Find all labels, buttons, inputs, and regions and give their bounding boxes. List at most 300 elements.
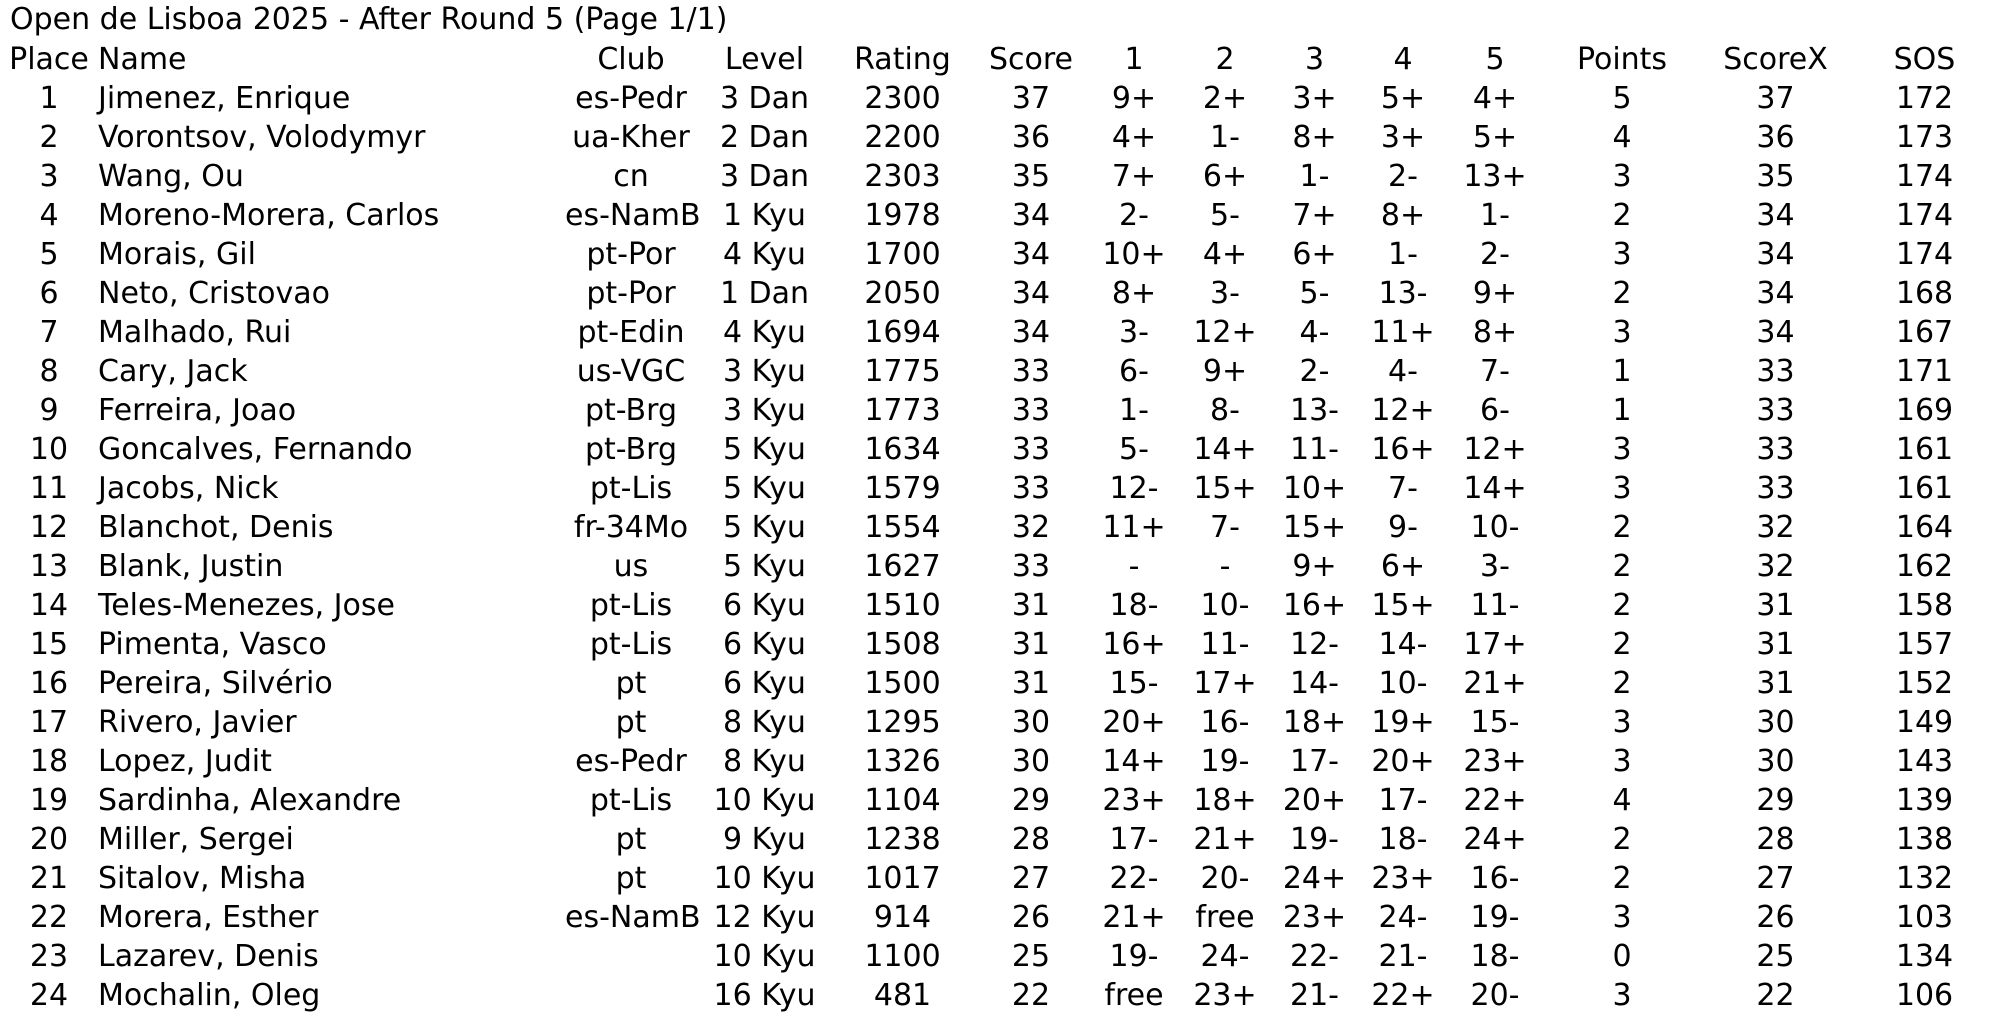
cell-round-1: 17-	[1109, 822, 1159, 857]
cell-round-1: 21+	[1102, 900, 1166, 935]
cell-rating: 1510	[864, 588, 941, 623]
cell-scorex: 37	[1756, 81, 1795, 116]
cell-name: Jimenez, Enrique	[98, 81, 351, 116]
cell-level: 4 Kyu	[723, 237, 806, 272]
cell-score: 26	[1011, 900, 1051, 935]
table-row	[0, 508, 2000, 547]
cell-points: 1	[1612, 393, 1632, 428]
cell-level: 3 Kyu	[723, 393, 806, 428]
cell-points: 3	[1612, 159, 1632, 194]
cell-rating: 1694	[864, 315, 941, 350]
cell-round-3: 10+	[1282, 471, 1347, 506]
cell-round-3: 22-	[1290, 939, 1339, 974]
cell-rating: 1554	[864, 510, 941, 545]
cell-level: 5 Kyu	[723, 471, 806, 506]
cell-points: 2	[1612, 510, 1632, 545]
cell-round-5: 14+	[1463, 471, 1527, 506]
cell-round-4: 7-	[1388, 471, 1418, 506]
cell-level: 9 Kyu	[723, 822, 806, 857]
cell-score: 29	[1011, 783, 1051, 818]
cell-points: 5	[1612, 81, 1632, 116]
cell-round-2: 19-	[1200, 744, 1250, 779]
cell-round-5: 4+	[1472, 81, 1518, 116]
cell-name: Rivero, Javier	[98, 705, 297, 740]
cell-round-4: 21-	[1378, 939, 1428, 974]
cell-round-1: 1-	[1119, 393, 1149, 428]
cell-score: 33	[1011, 549, 1051, 584]
cell-round-5: 23+	[1463, 744, 1527, 779]
cell-sos: 171	[1895, 354, 1954, 389]
cell-name: Goncalves, Fernando	[98, 432, 413, 467]
cell-level: 12 Kyu	[713, 900, 816, 935]
cell-round-3: 1-	[1299, 159, 1330, 194]
cell-level: 5 Kyu	[723, 432, 806, 467]
cell-score: 31	[1011, 588, 1051, 623]
cell-points: 2	[1612, 666, 1632, 701]
cell-round-1: 6-	[1119, 354, 1149, 389]
cell-round-1: 5-	[1119, 432, 1149, 467]
cell-club	[565, 937, 697, 976]
cell-round-5: 15-	[1470, 705, 1520, 740]
cell-scorex: 35	[1756, 159, 1795, 194]
cell-round-2: 5-	[1210, 198, 1240, 233]
cell-round-3: 18+	[1282, 705, 1347, 740]
cell-round-2: 8-	[1210, 393, 1240, 428]
cell-rating: 1700	[864, 237, 941, 272]
cell-score: 34	[1011, 315, 1051, 350]
cell-round-2: 7-	[1210, 510, 1240, 545]
cell-round-1: 15-	[1109, 666, 1159, 701]
cell-club: pt-Por	[586, 237, 676, 272]
cell-level: 3 Dan	[719, 159, 810, 194]
cell-round-1: 12-	[1109, 471, 1159, 506]
cell-level: 6 Kyu	[723, 666, 806, 701]
cell-place: 1	[39, 81, 59, 116]
cell-round-5: 13+	[1463, 159, 1527, 194]
cell-level: 5 Kyu	[723, 549, 806, 584]
cell-round-5: 2-	[1480, 237, 1510, 272]
cell-round-4: 16+	[1371, 432, 1435, 467]
cell-sos: 149	[1895, 705, 1954, 740]
cell-sos: 174	[1895, 237, 1954, 272]
cell-scorex: 34	[1756, 237, 1795, 272]
cell-sos: 173	[1895, 120, 1954, 155]
cell-round-4: 12+	[1371, 393, 1435, 428]
cell-club: pt-Lis	[589, 627, 673, 662]
cell-level: 6 Kyu	[723, 627, 806, 662]
cell-name: Vorontsov, Volodymyr	[98, 120, 426, 155]
cell-rating: 1978	[864, 198, 941, 233]
cell-club: es-Pedr	[575, 744, 687, 779]
cell-round-1: 20+	[1102, 705, 1166, 740]
cell-round-3: 11-	[1290, 432, 1339, 467]
cell-club: pt-Lis	[589, 588, 673, 623]
cell-name: Neto, Cristovao	[98, 276, 330, 311]
cell-place: 19	[29, 783, 69, 818]
cell-sos: 152	[1895, 666, 1954, 701]
cell-sos: 103	[1895, 900, 1954, 935]
cell-round-3: 24+	[1282, 861, 1347, 896]
table-row	[0, 742, 2000, 781]
cell-round-2: -	[1219, 549, 1231, 584]
cell-rating: 1775	[864, 354, 941, 389]
cell-place: 21	[29, 861, 69, 896]
cell-round-3: 3+	[1292, 81, 1337, 116]
cell-place: 2	[39, 120, 59, 155]
cell-level: 16 Kyu	[713, 978, 816, 1013]
cell-round-4: 13-	[1378, 276, 1428, 311]
cell-scorex: 33	[1756, 432, 1795, 467]
cell-name: Lopez, Judit	[98, 744, 272, 779]
cell-round-5: 16-	[1470, 861, 1520, 896]
cell-score: 33	[1011, 432, 1051, 467]
cell-score: 33	[1011, 471, 1051, 506]
cell-club: pt-Brg	[585, 432, 677, 467]
table-row	[0, 157, 2000, 196]
cell-round-3: 17-	[1290, 744, 1339, 779]
cell-scorex: 28	[1756, 822, 1795, 857]
table-row	[0, 625, 2000, 664]
cell-place: 4	[39, 198, 59, 233]
cell-name: Morais, Gil	[98, 237, 256, 272]
cell-points: 3	[1612, 471, 1632, 506]
cell-round-1: 16+	[1102, 627, 1166, 662]
cell-sos: 174	[1895, 198, 1954, 233]
cell-place: 22	[29, 900, 69, 935]
table-row	[0, 469, 2000, 508]
cell-sos: 161	[1895, 471, 1954, 506]
cell-points: 2	[1612, 588, 1632, 623]
cell-rating: 2050	[864, 276, 941, 311]
cell-place: 18	[29, 744, 69, 779]
cell-round-1: 22-	[1109, 861, 1159, 896]
cell-rating: 1238	[864, 822, 941, 857]
cell-rating: 1579	[864, 471, 941, 506]
cell-rating: 1100	[864, 939, 941, 974]
cell-club: pt-Por	[586, 276, 676, 311]
cell-round-5: 12+	[1463, 432, 1527, 467]
cell-round-2: free	[1195, 900, 1255, 935]
header-round-1: 1	[1124, 42, 1144, 77]
cell-round-5: 24+	[1463, 822, 1527, 857]
cell-score: 36	[1011, 120, 1051, 155]
cell-rating: 481	[873, 978, 932, 1013]
cell-place: 5	[39, 237, 59, 272]
cell-club: pt-Edin	[577, 315, 685, 350]
cell-club: es-Pedr	[575, 81, 687, 116]
table-row	[0, 898, 2000, 937]
cell-sos: 134	[1895, 939, 1954, 974]
cell-score: 31	[1011, 666, 1051, 701]
cell-name: Teles-Menezes, Jose	[98, 588, 395, 623]
cell-name: Jacobs, Nick	[98, 471, 279, 506]
cell-round-3: 7+	[1292, 198, 1337, 233]
cell-round-2: 15+	[1193, 471, 1257, 506]
cell-score: 30	[1011, 744, 1051, 779]
table-header-row	[0, 40, 2000, 79]
cell-rating: 1104	[864, 783, 941, 818]
cell-place: 7	[39, 315, 59, 350]
cell-score: 30	[1011, 705, 1051, 740]
cell-sos: 143	[1895, 744, 1954, 779]
cell-level: 1 Kyu	[723, 198, 806, 233]
cell-name: Pimenta, Vasco	[98, 627, 327, 662]
cell-name: Moreno-Morera, Carlos	[98, 198, 440, 233]
cell-club: es-NamB	[565, 198, 701, 233]
cell-club	[565, 976, 697, 1015]
table-body	[0, 79, 2000, 1015]
cell-round-3: 15+	[1282, 510, 1347, 545]
table-row	[0, 118, 2000, 157]
cell-round-5: 18-	[1470, 939, 1520, 974]
cell-round-5: 5+	[1472, 120, 1518, 155]
cell-round-1: 3-	[1119, 315, 1149, 350]
cell-round-1: 4+	[1111, 120, 1157, 155]
cell-round-5: 1-	[1480, 198, 1510, 233]
cell-round-1: 10+	[1102, 237, 1166, 272]
cell-round-5: 19-	[1470, 900, 1520, 935]
cell-rating: 1627	[864, 549, 941, 584]
cell-place: 15	[29, 627, 69, 662]
cell-points: 2	[1612, 861, 1632, 896]
header-place: Place	[9, 42, 89, 77]
cell-club: pt	[615, 705, 647, 740]
cell-sos: 168	[1895, 276, 1954, 311]
cell-round-4: 14-	[1378, 627, 1428, 662]
cell-place: 9	[39, 393, 59, 428]
cell-round-2: 18+	[1193, 783, 1257, 818]
cell-round-3: 13-	[1290, 393, 1339, 428]
cell-club: cn	[613, 159, 649, 194]
cell-scorex: 34	[1756, 315, 1795, 350]
cell-round-1: 19-	[1109, 939, 1159, 974]
cell-club: fr-34Mo	[573, 510, 689, 545]
cell-rating: 1326	[864, 744, 941, 779]
cell-place: 17	[29, 705, 69, 740]
cell-score: 35	[1011, 159, 1051, 194]
cell-round-3: 12-	[1290, 627, 1339, 662]
cell-round-3: 5-	[1299, 276, 1330, 311]
cell-round-2: 4+	[1202, 237, 1248, 272]
cell-name: Sardinha, Alexandre	[98, 783, 402, 818]
cell-round-3: 8+	[1292, 120, 1337, 155]
cell-place: 6	[39, 276, 59, 311]
cell-round-3: 21-	[1290, 978, 1339, 1013]
cell-scorex: 27	[1756, 861, 1795, 896]
table-row	[0, 352, 2000, 391]
cell-scorex: 32	[1756, 549, 1795, 584]
cell-round-5: 3-	[1480, 549, 1510, 584]
page-title: Open de Lisboa 2025 - After Round 5 (Page 1/1)	[10, 2, 728, 37]
cell-round-4: 5+	[1380, 81, 1426, 116]
cell-round-3: 9+	[1292, 549, 1337, 584]
table-row	[0, 196, 2000, 235]
table-row	[0, 703, 2000, 742]
cell-round-3: 2-	[1299, 354, 1330, 389]
cell-round-2: 21+	[1193, 822, 1257, 857]
cell-name: Mochalin, Oleg	[98, 978, 321, 1013]
cell-round-4: 24-	[1378, 900, 1428, 935]
cell-score: 27	[1011, 861, 1051, 896]
cell-round-5: 10-	[1470, 510, 1520, 545]
cell-round-4: 19+	[1371, 705, 1435, 740]
table-row	[0, 820, 2000, 859]
cell-round-1: 23+	[1102, 783, 1166, 818]
cell-round-4: 1-	[1388, 237, 1418, 272]
cell-place: 24	[29, 978, 69, 1013]
cell-round-4: 3+	[1380, 120, 1426, 155]
cell-round-1: 14+	[1102, 744, 1166, 779]
cell-round-4: 10-	[1378, 666, 1428, 701]
header-scorex: ScoreX	[1723, 42, 1828, 77]
header-score: Score	[988, 42, 1074, 77]
cell-sos: 138	[1895, 822, 1954, 857]
header-points: Points	[1576, 42, 1668, 77]
cell-scorex: 31	[1756, 627, 1795, 662]
cell-scorex: 34	[1756, 198, 1795, 233]
cell-place: 12	[29, 510, 69, 545]
cell-round-3: 19-	[1290, 822, 1339, 857]
cell-scorex: 25	[1756, 939, 1795, 974]
cell-name: Sitalov, Misha	[98, 861, 307, 896]
cell-scorex: 31	[1756, 588, 1795, 623]
cell-level: 10 Kyu	[713, 861, 816, 896]
cell-round-2: 20-	[1200, 861, 1250, 896]
cell-round-4: 15+	[1371, 588, 1435, 623]
cell-round-2: 11-	[1200, 627, 1250, 662]
cell-level: 1 Dan	[719, 276, 810, 311]
cell-level: 3 Dan	[719, 81, 810, 116]
cell-club: es-NamB	[565, 900, 701, 935]
header-round-5: 5	[1485, 42, 1505, 77]
cell-round-1: 8+	[1111, 276, 1157, 311]
cell-level: 8 Kyu	[723, 744, 806, 779]
cell-round-2: 3-	[1210, 276, 1240, 311]
cell-sos: 167	[1895, 315, 1954, 350]
cell-round-5: 22+	[1463, 783, 1527, 818]
cell-round-4: 20+	[1371, 744, 1435, 779]
cell-points: 3	[1612, 744, 1632, 779]
table-row	[0, 781, 2000, 820]
cell-scorex: 30	[1756, 744, 1795, 779]
cell-round-4: 6+	[1380, 549, 1426, 584]
cell-points: 2	[1612, 627, 1632, 662]
cell-round-3: 6+	[1292, 237, 1337, 272]
cell-rating: 2300	[864, 81, 941, 116]
cell-round-3: 23+	[1282, 900, 1347, 935]
table-row	[0, 274, 2000, 313]
cell-score: 33	[1011, 354, 1051, 389]
cell-rating: 1295	[864, 705, 941, 740]
cell-round-2: 6+	[1202, 159, 1248, 194]
cell-round-3: 14-	[1290, 666, 1339, 701]
cell-place: 16	[29, 666, 69, 701]
cell-rating: 1773	[864, 393, 941, 428]
cell-points: 3	[1612, 237, 1632, 272]
cell-place: 20	[29, 822, 69, 857]
cell-points: 3	[1612, 978, 1632, 1013]
cell-round-2: 23+	[1193, 978, 1257, 1013]
cell-name: Miller, Sergei	[98, 822, 294, 857]
cell-club: ua-Kher	[572, 120, 690, 155]
cell-level: 5 Kyu	[723, 510, 806, 545]
cell-name: Pereira, Silvério	[98, 666, 333, 701]
cell-round-2: 9+	[1202, 354, 1248, 389]
cell-points: 1	[1612, 354, 1632, 389]
table-row	[0, 937, 2000, 976]
cell-round-4: 9-	[1388, 510, 1418, 545]
cell-club: us-VGC	[576, 354, 686, 389]
cell-name: Lazarev, Denis	[98, 939, 319, 974]
cell-sos: 164	[1895, 510, 1954, 545]
cell-round-4: 11+	[1371, 315, 1435, 350]
cell-round-2: 2+	[1202, 81, 1248, 116]
cell-level: 3 Kyu	[723, 354, 806, 389]
cell-scorex: 33	[1756, 354, 1795, 389]
table-row	[0, 664, 2000, 703]
cell-round-5: 20-	[1470, 978, 1520, 1013]
cell-scorex: 32	[1756, 510, 1795, 545]
cell-round-2: 14+	[1193, 432, 1257, 467]
cell-name: Blanchot, Denis	[98, 510, 334, 545]
cell-score: 34	[1011, 276, 1051, 311]
cell-round-4: 23+	[1371, 861, 1435, 896]
cell-points: 3	[1612, 705, 1632, 740]
cell-round-2: 16-	[1200, 705, 1250, 740]
cell-place: 13	[29, 549, 69, 584]
cell-round-5: 21+	[1463, 666, 1527, 701]
cell-points: 4	[1612, 120, 1632, 155]
cell-round-1: 11+	[1102, 510, 1166, 545]
table-row	[0, 391, 2000, 430]
cell-place: 23	[29, 939, 69, 974]
cell-scorex: 33	[1756, 393, 1795, 428]
cell-sos: 169	[1895, 393, 1954, 428]
cell-scorex: 31	[1756, 666, 1795, 701]
cell-round-2: 1-	[1210, 120, 1240, 155]
cell-name: Blank, Justin	[98, 549, 284, 584]
cell-points: 2	[1612, 822, 1632, 857]
cell-score: 32	[1011, 510, 1051, 545]
cell-points: 2	[1612, 276, 1632, 311]
cell-points: 3	[1612, 432, 1632, 467]
cell-points: 3	[1612, 315, 1632, 350]
cell-round-1: 2-	[1119, 198, 1149, 233]
cell-points: 0	[1612, 939, 1632, 974]
cell-place: 8	[39, 354, 59, 389]
table-row	[0, 547, 2000, 586]
table-row	[0, 859, 2000, 898]
cell-level: 10 Kyu	[713, 939, 816, 974]
cell-scorex: 36	[1756, 120, 1795, 155]
cell-level: 6 Kyu	[723, 588, 806, 623]
cell-round-5: 17+	[1463, 627, 1527, 662]
cell-level: 2 Dan	[719, 120, 810, 155]
cell-level: 8 Kyu	[723, 705, 806, 740]
cell-score: 28	[1011, 822, 1051, 857]
cell-name: Ferreira, Joao	[98, 393, 297, 428]
cell-round-4: 17-	[1378, 783, 1428, 818]
cell-round-2: 17+	[1193, 666, 1257, 701]
cell-round-4: 2-	[1388, 159, 1418, 194]
header-rating: Rating	[854, 42, 951, 77]
cell-place: 10	[29, 432, 69, 467]
cell-score: 34	[1011, 237, 1051, 272]
cell-round-2: 10-	[1200, 588, 1250, 623]
cell-round-1: -	[1128, 549, 1140, 584]
cell-place: 11	[29, 471, 69, 506]
table-row	[0, 79, 2000, 118]
